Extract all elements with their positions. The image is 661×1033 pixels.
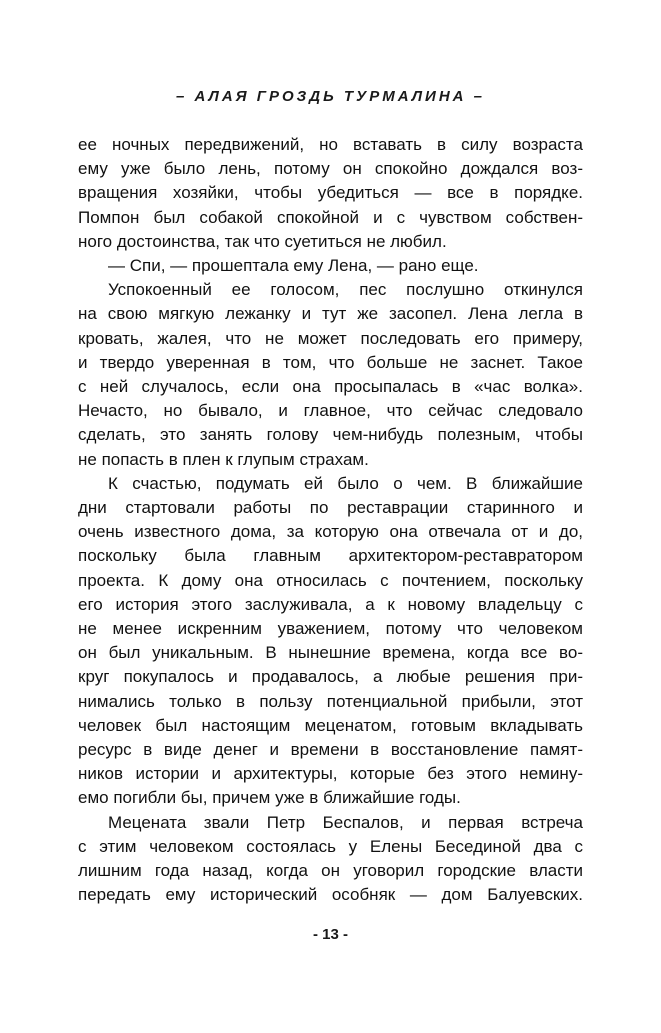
page-text [78, 133, 583, 908]
text-line: ников истории и архитектуры, которые без этого немину- [78, 764, 583, 784]
text-line: Успокоенный ее голосом, пес послушно откинулся [108, 280, 583, 300]
text-line: кровать, жалея, что не может последовать его примеру, [78, 328, 583, 348]
text-line: Помпон был собакой спокойной и с чувством собствен- [78, 207, 583, 227]
text-line: круг покупалось и продавалось, а любые решения при- [78, 667, 583, 687]
text-line: проекта. К дому она относилась с почтением, поскольку [78, 570, 583, 590]
text-line: сделать, это занять голову чем-нибудь полезным, чтобы [78, 425, 583, 445]
paragraph [78, 811, 583, 908]
text-line: передать ему исторический особняк — дом Балуевских. [78, 885, 583, 905]
paragraph [78, 278, 583, 472]
paragraph [78, 133, 583, 254]
text-line: дни стартовали работы по реставрации старинного и [78, 498, 583, 518]
text-line: лишним года назад, когда он уговорил городские власти [78, 861, 583, 881]
text-line: ее ночных передвижений, но вставать в силу возраста [78, 135, 583, 154]
text-line: К счастью, подумать ей было о чем. В ближайшие [108, 473, 583, 493]
text-line: не попасть в плен к глупым страхам. [78, 449, 369, 469]
text-line: на свою мягкую лежанку и тут же засопел. Лена легла в [78, 304, 583, 324]
paragraph [78, 472, 583, 811]
text-line: с ней случалось, если она просыпалась в «час волка». [78, 377, 583, 397]
paragraph [78, 254, 583, 278]
text-line: Мецената звали Петр Беспалов, и первая встреча [108, 812, 583, 832]
text-line: — Спи, — прошептала ему Лена, — рано еще. [108, 256, 479, 276]
text-line: Нечасто, но бывало, и главное, что сейчас следовало [78, 401, 583, 421]
text-line: с этим человеком состоялась у Елены Бесединой два с [78, 836, 583, 856]
text-line: ему уже было лень, потому он спокойно дождался воз- [78, 159, 583, 179]
text-line: ресурс в виде денег и времени в восстановление памят- [78, 740, 583, 760]
text-line: вращения хозяйки, чтобы убедиться — все в порядке. [78, 183, 583, 203]
text-line: емо погибли бы, причем уже в ближайшие годы. [78, 788, 461, 808]
footer-page-number: - 13 - [312, 926, 348, 943]
text-line: не менее искренним уважением, потому что человеком [78, 619, 583, 639]
text-line: нимались только в пользу потенциальной прибыли, этот [78, 691, 583, 711]
text-line: и твердо уверенная в том, что больше не заснет. Такое [78, 352, 583, 372]
text-line: ного достоинства, так что суетиться не любил. [78, 231, 447, 251]
text-line: поскольку была главным архитектором-реставратором [78, 546, 583, 566]
text-line: очень известного дома, за которую она отвечала от и до, [78, 522, 583, 542]
text-line: он был уникальным. В нынешние времена, когда все во- [78, 643, 583, 663]
running-head-title: – АЛАЯ ГРОЗДЬ ТУРМАЛИНА – [175, 88, 485, 105]
text-line: его история этого заслуживала, а к новому владельцу с [78, 594, 583, 614]
text-line: человек был настоящим меценатом, готовым вкладывать [78, 715, 583, 735]
